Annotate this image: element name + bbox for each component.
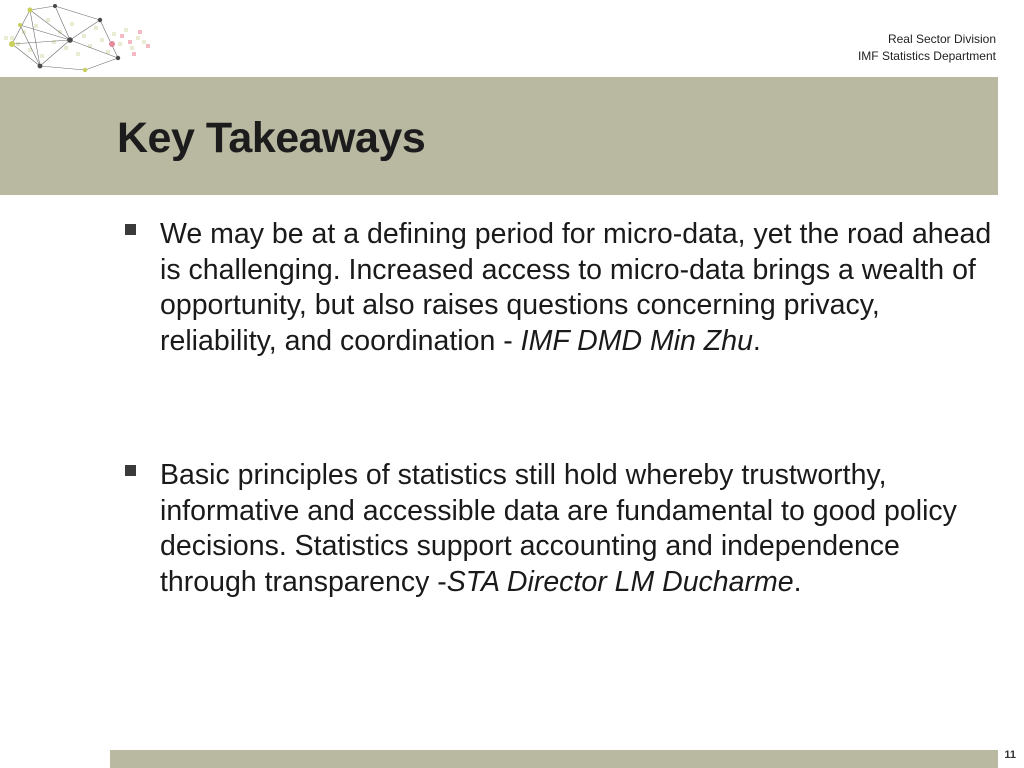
bullet-end: . <box>752 324 761 357</box>
square-bullet-icon <box>125 465 136 476</box>
bullet-attribution: IMF DMD Min Zhu <box>520 324 753 357</box>
square-bullet-icon <box>125 224 136 235</box>
bullet-item <box>160 458 1000 600</box>
network-logo-graphic <box>0 0 160 78</box>
department-header <box>858 31 996 65</box>
slide-title: Key Takeaways <box>117 114 426 162</box>
page-number: 11 <box>1004 749 1016 761</box>
bullet-item <box>160 217 1000 359</box>
bullet-text: We may be at a defining period for micro-data, yet the road ahead is challenging. Increased access to micro-data brings a wealth of opportunity, but also raises questions concerning privacy, reliability, and coordination - <box>160 218 992 357</box>
department-line-1: Real Sector Division <box>887 32 996 46</box>
bullet-attribution: STA Director LM Ducharme <box>446 565 794 598</box>
bullet-text: Basic principles of statistics still hold whereby trustworthy, informative and accessible data are fundamental to good policy decisions. Statistics support accounting and independence through transparency - <box>160 459 957 598</box>
bullet-end: . <box>793 565 802 598</box>
footer-band <box>110 750 998 768</box>
department-line-2: IMF Statistics Department <box>857 49 996 63</box>
